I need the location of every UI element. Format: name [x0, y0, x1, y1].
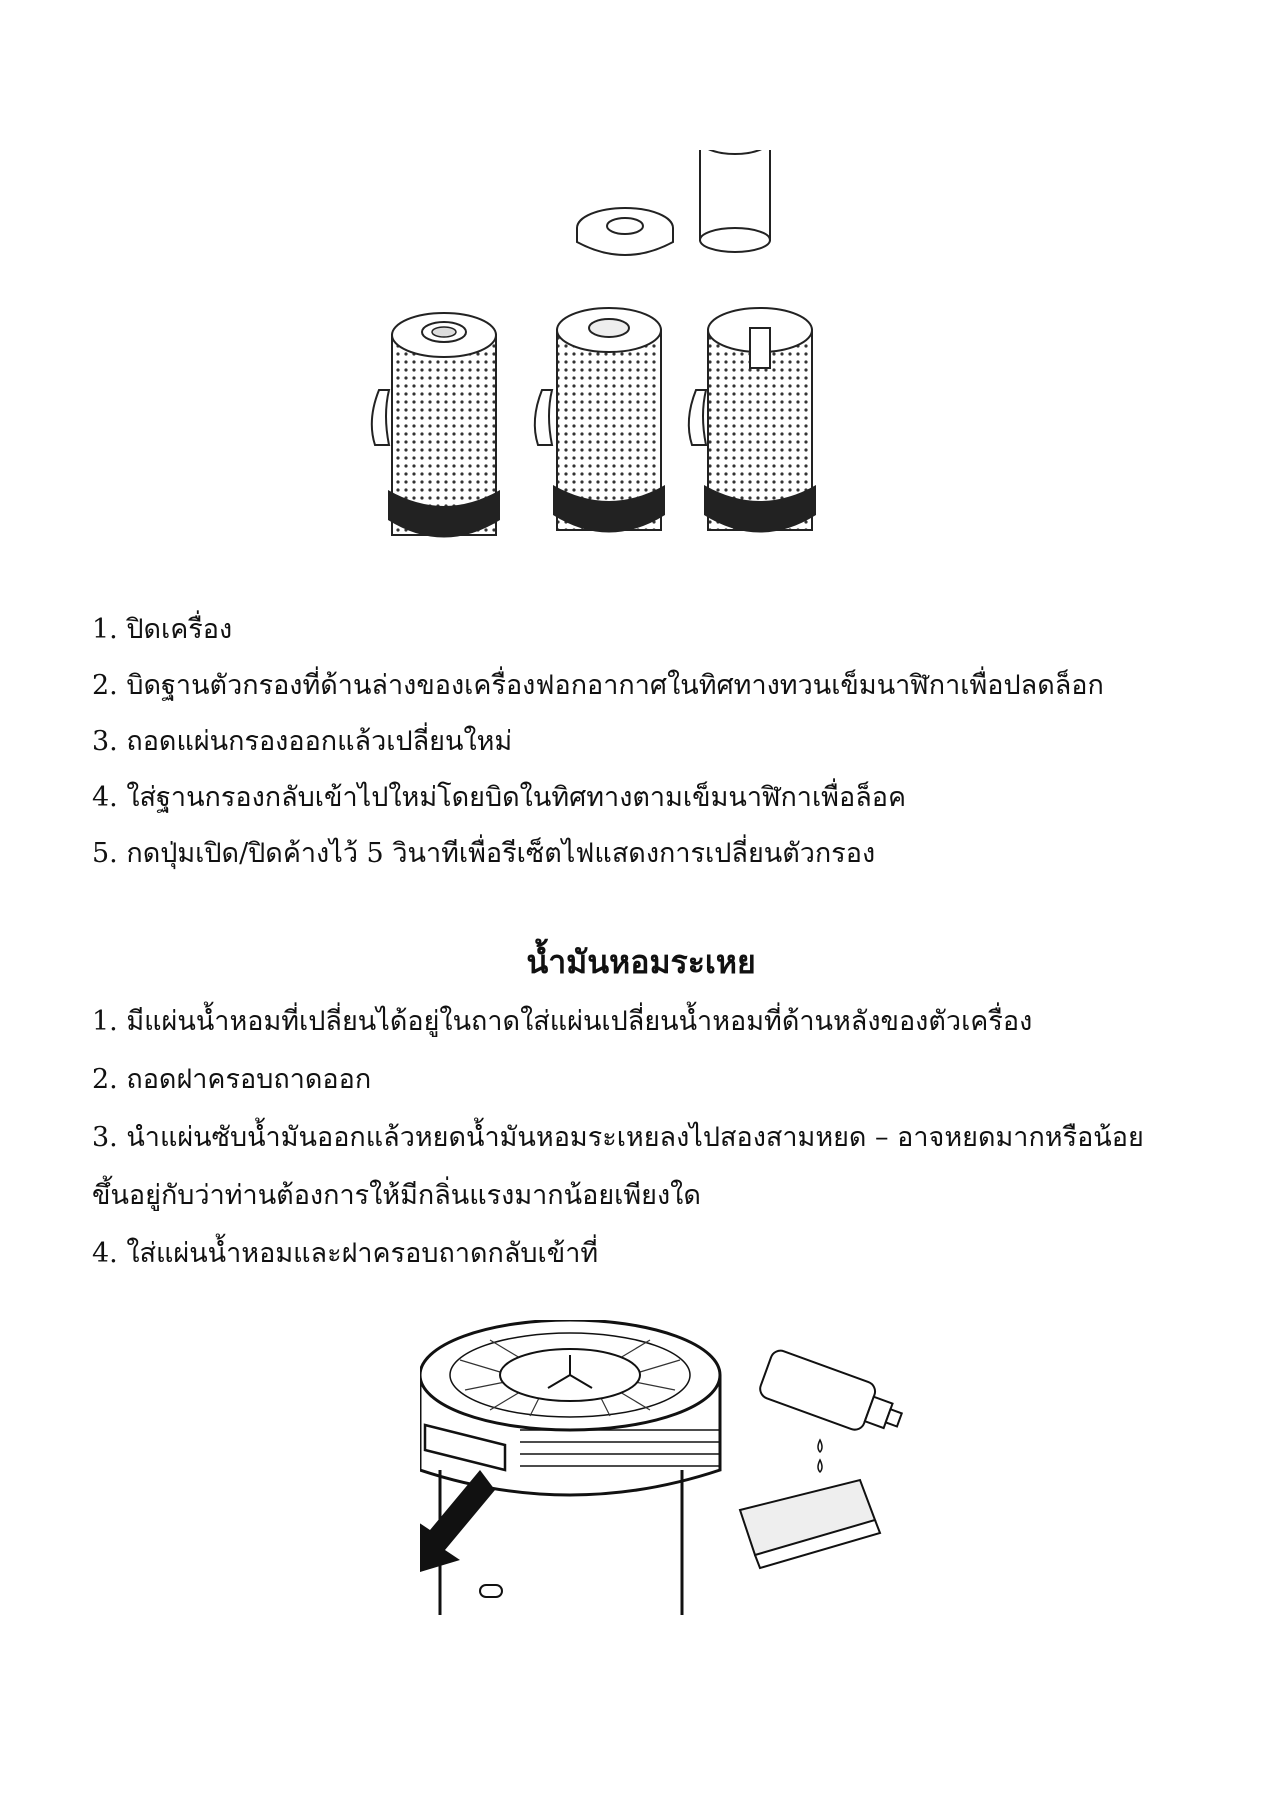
- filter-step-4: 4. ใส่ฐานกรองกลับเข้าไปใหม่โดยบิดในทิศทางตามเข็มนาฬิกาเพื่อล็อค: [92, 782, 907, 813]
- purifier-filter-removed: [689, 150, 816, 533]
- aroma-step-1: 1. มีแผ่นน้ำหอมที่เปลี่ยนได้อยู่ในถาดใส่แผ่นเปลี่ยนน้ำหอมที่ด้านหลังของตัวเครื่อง: [92, 1006, 1033, 1037]
- aroma-step-3: 3. นำแผ่นซับน้ำมันออกแล้วหยดน้ำมันหอมระเหยลงไปสองสามหยด – อาจหยดมากหรือน้อย: [92, 1122, 1144, 1153]
- filter-step-1: 1. ปิดเครื่อง: [92, 614, 233, 645]
- purifier-top-removed: [535, 208, 673, 533]
- purifier-assembled: [372, 313, 500, 570]
- filter-step-2: 2. บิดฐานตัวกรองที่ด้านล่างของเครื่องฟอกอากาศในทิศทางทวนเข็มนาฬิกาเพื่อปลดล็อก: [92, 670, 1104, 701]
- filter-replacement-illustration: [370, 150, 890, 570]
- aroma-pad-illustration: [420, 1320, 940, 1620]
- filter-step-3: 3. ถอดแผ่นกรองออกแล้วเปลี่ยนใหม่: [92, 726, 513, 757]
- filter-step-5: 5. กดปุ่มเปิด/ปิดค้างไว้ 5 วินาทีเพื่อรีเซ็ตไฟแสดงการเปลี่ยนตัวกรอง: [92, 838, 876, 869]
- aroma-step-2: 2. ถอดฝาครอบถาดออก: [92, 1064, 372, 1095]
- aroma-step-3-continued: ขึ้นอยู่กับว่าท่านต้องการให้มีกลิ่นแรงมากน้อยเพียงใด: [92, 1180, 701, 1211]
- aroma-section-heading: น้ำมันหอมระเหย: [526, 943, 756, 981]
- aroma-step-4: 4. ใส่แผ่นน้ำหอมและฝาครอบถาดกลับเข้าที่: [92, 1238, 599, 1269]
